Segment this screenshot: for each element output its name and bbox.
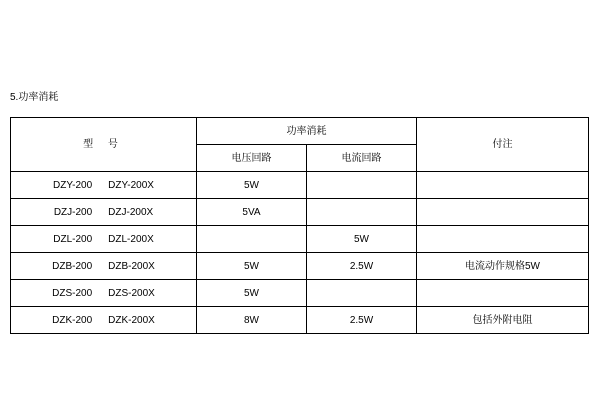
table-row [11,253,589,280]
model-code-b: DZY-200X [108,179,154,191]
header-current-circuit: 电流回路 [307,145,417,172]
power-consumption-table [10,117,589,334]
table-row [11,199,589,226]
section-title: 5.功率消耗 [10,92,59,103]
cell-current [307,280,417,307]
cell-model [11,172,197,199]
cell-current: 2.5W [307,307,417,334]
header-voltage-circuit: 电压回路 [197,145,307,172]
header-power-consumption: 功率消耗 [197,118,417,145]
model-code-a: DZY-200 [53,179,93,191]
model-code-b: DZL-200X [108,233,154,245]
cell-voltage [197,226,307,253]
cell-current [307,172,417,199]
cell-model [11,307,197,334]
cell-voltage: 5W [197,172,307,199]
table-row [11,307,589,334]
table-header-row-1 [11,118,589,145]
model-code-a: DZS-200 [52,287,93,299]
cell-remark: 包括外附电阻 [417,307,589,334]
header-remark: 付注 [417,118,589,172]
cell-remark [417,172,589,199]
model-code-a: DZJ-200 [53,206,93,218]
model-code-a: DZK-200 [52,314,93,326]
header-model: 型 号 [11,118,197,172]
cell-current [307,199,417,226]
model-code-a: DZB-200 [52,260,93,272]
cell-remark [417,226,589,253]
cell-remark: 电流动作规格5W [417,253,589,280]
table-row [11,280,589,307]
model-code-b: DZK-200X [108,314,155,326]
table-header [11,118,589,172]
table-row [11,226,589,253]
table-body [11,172,589,334]
model-code-b: DZS-200X [108,287,155,299]
cell-remark [417,280,589,307]
power-consumption-table-wrapper [10,117,588,334]
model-code-b: DZB-200X [108,260,155,272]
cell-voltage: 5W [197,253,307,280]
model-code-b: DZJ-200X [108,206,154,218]
cell-remark [417,199,589,226]
cell-model [11,280,197,307]
cell-voltage: 5W [197,280,307,307]
table-row [11,172,589,199]
cell-model [11,199,197,226]
cell-current: 5W [307,226,417,253]
model-code-a: DZL-200 [53,233,93,245]
cell-model [11,226,197,253]
cell-current: 2.5W [307,253,417,280]
cell-voltage: 8W [197,307,307,334]
cell-voltage: 5VA [197,199,307,226]
cell-model [11,253,197,280]
